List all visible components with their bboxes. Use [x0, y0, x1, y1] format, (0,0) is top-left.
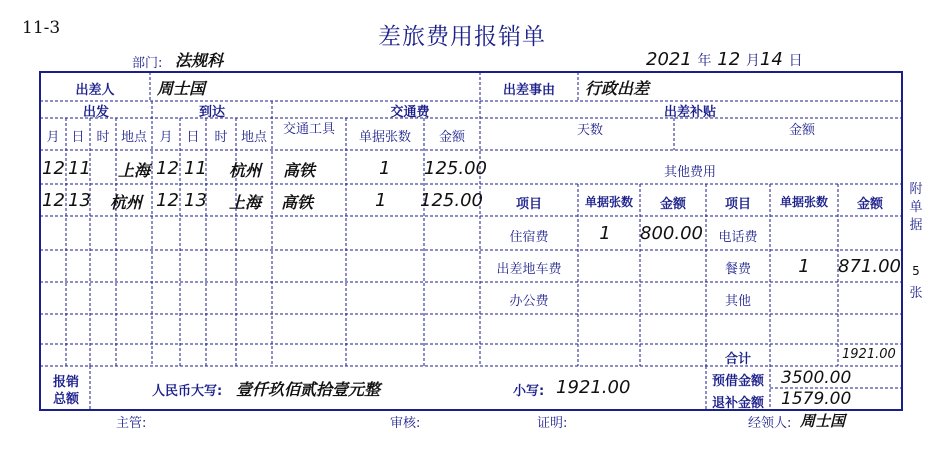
trip-dep-day: 13: [68, 190, 91, 211]
fee-item-tickets: 1: [798, 256, 810, 277]
fee-item-name: 餐费: [724, 262, 752, 277]
trip-amount: 125.00: [424, 158, 487, 179]
summary-label-1: 报销: [52, 375, 80, 390]
refund-value: 1579.00: [781, 389, 852, 409]
fee-item-name: 办公费: [509, 294, 549, 309]
other-fees-title: 其他费用: [663, 165, 717, 180]
col-days: 天数: [576, 123, 604, 138]
depart-label: 出发: [82, 105, 110, 120]
col-amount: 金额: [438, 130, 466, 145]
other-col-tickets: 单据张数: [584, 195, 634, 209]
col-arr-month: 月: [159, 130, 173, 145]
rmb-value: 壹仟玖佰贰拾壹元整: [236, 380, 381, 399]
dept-label: 部门:: [132, 56, 163, 71]
form-code: 11-3: [22, 18, 61, 38]
date-month: 12: [717, 49, 741, 70]
dept-value: 法规科: [175, 51, 224, 70]
other-col-item-2: 项目: [724, 197, 752, 212]
arrive-label: 到达: [198, 105, 226, 120]
small-amount-value: 1921.00: [556, 377, 631, 398]
fee-item-amount: 800.00: [640, 223, 703, 244]
trip-dep-place: 杭州: [110, 193, 143, 212]
col-dep-month: 月: [46, 130, 60, 145]
trip-arr-day: 11: [184, 158, 207, 179]
trip-arr-day: 13: [184, 190, 207, 211]
trip-dep-month: 12: [42, 158, 65, 179]
col-dep-place: 地点: [120, 130, 148, 145]
attach-count: 5: [912, 264, 920, 278]
advance-label: 预借金额: [711, 374, 765, 389]
trip-dep-month: 12: [42, 190, 65, 211]
trip-arr-month: 12: [156, 158, 179, 179]
trip-tool: 高铁: [283, 161, 316, 180]
trip-tickets: 1: [379, 158, 391, 179]
handler-value: 周士国: [800, 412, 846, 430]
trip-arr-month: 12: [156, 190, 179, 211]
form-border: [40, 72, 902, 410]
col-tickets: 单据张数: [358, 130, 412, 145]
witness-label: 证明:: [537, 416, 568, 431]
other-col-amount-2: 金额: [856, 197, 884, 212]
col-dep-day: 日: [71, 130, 85, 145]
fee-item-amount: 871.00: [838, 256, 901, 277]
purpose-label: 出差事由: [502, 83, 556, 98]
small-amount-label: 小写:: [513, 384, 545, 399]
refund-label: 退补金额: [711, 396, 765, 411]
attach-label-3: 据: [909, 218, 923, 233]
trip-tool: 高铁: [281, 193, 314, 212]
date-year: 2021: [646, 49, 692, 70]
col-dep-hour: 时: [96, 130, 110, 145]
trip-dep-day: 11: [68, 158, 91, 179]
attach-label-1: 附: [909, 182, 923, 197]
handler-label: 经领人:: [748, 416, 792, 431]
rmb-label: 人民币大写:: [152, 384, 223, 399]
date-year-unit: 年: [697, 53, 712, 69]
fee-item-tickets: 1: [599, 223, 611, 244]
trip-dep-place: 上海: [118, 161, 151, 180]
col-arr-hour: 时: [214, 130, 228, 145]
purpose-value: 行政出差: [585, 79, 650, 98]
other-col-tickets-2: 单据张数: [779, 195, 829, 209]
col-arr-day: 日: [186, 130, 200, 145]
allowance-label: 出差补贴: [663, 105, 717, 120]
other-col-item: 项目: [515, 197, 543, 212]
date-month-unit: 月: [745, 53, 760, 69]
fee-item-name: 电话费: [718, 230, 758, 245]
total-label: 合计: [724, 352, 752, 367]
summary-label-2: 总额: [52, 392, 80, 407]
traveler-value: 周士国: [157, 79, 206, 98]
col-transport-tool: 交通工具: [282, 122, 336, 137]
date-day: 14: [759, 49, 783, 70]
audit-label: 审核:: [390, 416, 421, 431]
supervisor-label: 主管:: [116, 416, 147, 431]
total-value: 1921.00: [842, 347, 896, 362]
col-allowance-amount: 金额: [788, 123, 816, 138]
page-title: 差旅费用报销单: [378, 24, 546, 50]
fee-item-name: 其他: [724, 294, 752, 309]
attach-unit: 张: [909, 286, 923, 301]
traveler-label: 出差人: [75, 83, 115, 98]
attach-label-2: 单: [909, 200, 923, 215]
fee-item-name: 出差地车费: [496, 262, 562, 277]
other-col-amount: 金额: [659, 197, 687, 212]
trip-arr-place: 上海: [229, 193, 262, 212]
transport-fee-label: 交通费: [390, 105, 430, 120]
fee-item-name: 住宿费: [509, 230, 549, 245]
date-day-unit: 日: [788, 53, 803, 69]
trip-arr-place: 杭州: [229, 161, 262, 180]
advance-value: 3500.00: [781, 368, 852, 388]
trip-amount: 125.00: [420, 190, 483, 211]
trip-tickets: 1: [375, 190, 387, 211]
col-arr-place: 地点: [240, 130, 268, 145]
